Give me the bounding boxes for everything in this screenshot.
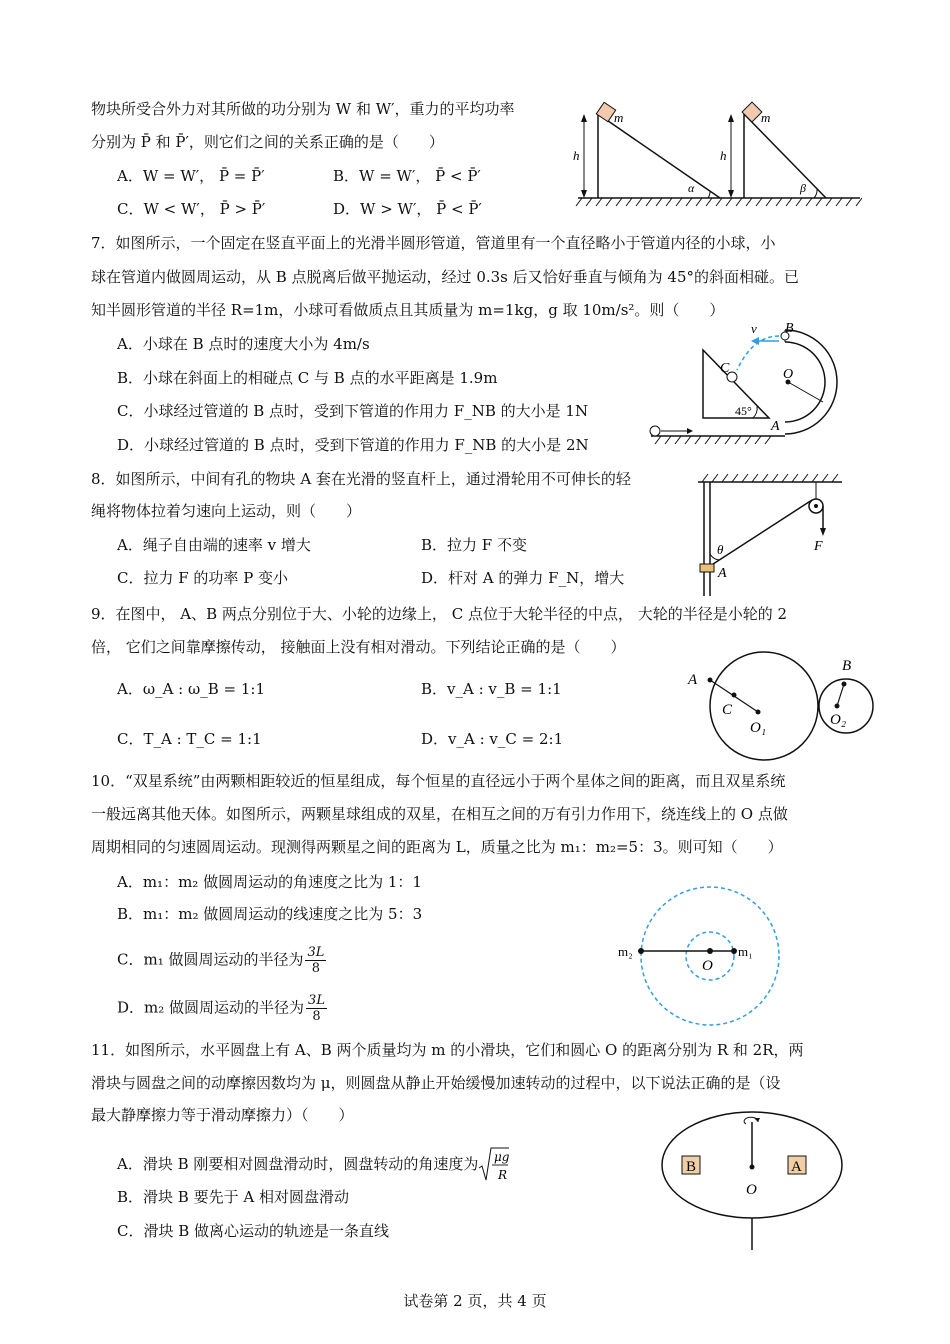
q7-option-b: B．小球在斜面上的相碰点 C 与 B 点的水平距离是 1.9m	[117, 369, 498, 387]
q7-option-d: D．小球经过管道的 B 点时，受到下管道的作用力 F_NB 的大小是 2N	[117, 436, 589, 454]
sqrt-icon	[478, 1146, 510, 1184]
q10-option-c	[117, 945, 326, 976]
q11-line3: 最大静摩擦力等于滑动摩擦力）（ ）	[91, 1106, 354, 1124]
q8-fig-theta: θ	[717, 542, 724, 557]
q10-option-c-fraction	[305, 945, 326, 976]
q8-option-a: A．绳子自由端的速率 v 增大	[117, 536, 311, 554]
q11-option-c: C．滑块 B 做离心运动的轨迹是一条直线	[117, 1222, 390, 1240]
q7-option-c: C．小球经过管道的 B 点时，受到下管道的作用力 F_NB 的大小是 1N	[117, 402, 589, 420]
q10-figure-binary-stars	[612, 874, 782, 1036]
q11-fig-b: B	[686, 1159, 697, 1175]
q11-line1: 11．如图所示，水平圆盘上有 A、B 两个质量均为 m 的小滑块，它们和圆心 O 的距离分别为 R 和 2R，两	[91, 1041, 804, 1059]
q9-fig-o1: O₁	[750, 720, 767, 736]
q7-fig-c: C	[720, 361, 730, 376]
q10-option-d-fraction	[306, 993, 327, 1024]
q7-fig-a: A	[771, 419, 780, 434]
q7-line2: 球在管道内做圆周运动，从 B 点脱离后做平抛运动，经过 0.3s 后又恰好垂直与倾角为 45°的斜面相碰。已	[91, 268, 800, 286]
fraction-denominator: 8	[311, 961, 321, 976]
q7-option-a: A．小球在 B 点时的速度大小为 4m/s	[117, 335, 370, 353]
q10-fig-m1: m₁	[738, 944, 753, 959]
q9-option-b: B．v_A : v_B = 1:1	[421, 680, 562, 698]
fraction-numerator: 3L	[308, 993, 325, 1008]
q8-option-d: D．杆对 A 的弹力 F_N，增大	[421, 569, 625, 587]
q9-line2: 倍， 它们之间靠摩擦传动， 接触面上没有相对滑动。下列结论正确的是（ ）	[91, 638, 626, 656]
q6-fig-beta: β	[800, 181, 806, 195]
q7-fig-b: B	[785, 321, 794, 336]
q8-fig-a: A	[718, 566, 727, 581]
q10-line3: 周期相同的匀速圆周运动。现测得两颗星之间的距离为 L，质量之比为 m₁：m₂=5：3。则可知（ ）	[91, 838, 783, 856]
q11-fig-o: O	[746, 1182, 757, 1198]
q11-fig-a: A	[791, 1159, 802, 1175]
q7-fig-o: O	[783, 367, 794, 382]
q10-option-a: A．m₁：m₂ 做圆周运动的角速度之比为 1：1	[117, 873, 422, 891]
q11-sqrt-num: μg	[494, 1150, 510, 1164]
q9-fig-b: B	[842, 658, 852, 674]
q6-option-a: A．W = W′， P̄ = P̄′	[117, 167, 265, 185]
q10-fig-o: O	[702, 958, 713, 974]
q6-option-c: C．W < W′， P̄ > P̄′	[117, 200, 266, 218]
q11-option-b: B．滑块 B 要先于 A 相对圆盘滑动	[117, 1188, 349, 1206]
fraction-numerator: 3L	[307, 945, 325, 960]
q9-fig-c: C	[722, 702, 733, 718]
q10-line1: 10．“双星系统”由两颗相距较近的恒星组成，每个恒星的直径远小于两个星体之间的距离，而且双星系统	[91, 772, 786, 790]
q10-option-d	[117, 993, 327, 1024]
q10-option-b: B．m₁：m₂ 做圆周运动的线速度之比为 5：3	[117, 905, 423, 923]
q7-line1: 7．如图所示，一个固定在竖直平面上的光滑半圆形管道，管道里有一个直径略小于管道内径的小球，小	[91, 234, 776, 252]
q6-line1: 物块所受合外力对其所做的功分别为 W 和 W′，重力的平均功率	[91, 100, 515, 118]
q6-fig-alpha: α	[688, 181, 695, 195]
q11-sqrt-den: R	[498, 1168, 508, 1182]
q10-line2: 一般远离其他天体。如图所示，两颗星球组成的双星，在相互之间的万有引力作用下，绕连线上的 O 点做	[91, 805, 788, 823]
q7-figure-tube	[645, 320, 855, 445]
q8-fig-f: F	[814, 539, 823, 554]
q10-option-c-text: C．m₁ 做圆周运动的半径为	[117, 950, 304, 969]
q6-fig-h1: h	[573, 148, 580, 163]
page-footer: 试卷第 2 页，共 4 页	[403, 1292, 547, 1310]
q6-line2: 分别为 P̄ 和 P̄′，则它们之间的关系正确的是（ ）	[91, 133, 444, 151]
q8-line2: 绳将物体拉着匀速向上运动，则（ ）	[91, 502, 362, 520]
q9-fig-a: A	[688, 672, 698, 688]
q9-line1: 9．在图中， A、B 两点分别位于大、小轮的边缘上， C 点位于大轮半径的中点， 大轮的半径是小轮的 2	[91, 605, 788, 623]
q7-fig-angle: 45°	[735, 404, 752, 418]
q9-option-c: C．T_A : T_C = 1:1	[117, 730, 262, 748]
q8-line1: 8．如图所示，中间有孔的物块 A 套在光滑的竖直杆上，通过滑轮用不可伸长的轻	[91, 470, 631, 488]
q7-line3: 知半圆形管道的半径 R=1m，小球可看做质点且其质量为 m=1kg，g 取 10m/s²。则（ ）	[91, 301, 725, 319]
q6-fig-m1: m	[614, 110, 624, 125]
q9-figure-wheels	[684, 648, 874, 764]
q9-fig-o2: O₂	[830, 712, 847, 728]
q9-option-a: A．ω_A : ω_B = 1:1	[117, 680, 265, 698]
q8-figure-pulley	[690, 470, 850, 598]
q11-option-a	[117, 1146, 510, 1184]
q11-line2: 滑块与圆盘之间的动摩擦因数均为 μ，则圆盘从静止开始缓慢加速转动的过程中，以下说法正确的是（设	[91, 1074, 781, 1092]
q10-fig-m2: m₂	[618, 944, 633, 959]
q9-option-d: D．v_A : v_C = 2:1	[421, 730, 564, 748]
q6-option-b: B．W = W′， P̄ < P̄′	[333, 167, 481, 185]
q6-fig-h2: h	[720, 148, 727, 163]
q6-option-d: D．W > W′， P̄ < P̄′	[333, 200, 482, 218]
q7-fig-v: v	[751, 321, 757, 336]
q8-option-b: B．拉力 F 不变	[421, 536, 527, 554]
q10-option-d-text: D．m₂ 做圆周运动的半径为	[117, 998, 305, 1017]
q8-option-c: C．拉力 F 的功率 P 变小	[117, 569, 289, 587]
q6-fig-m2: m	[761, 110, 771, 125]
q11-figure-disk	[660, 1110, 850, 1252]
q11-option-a-text: A．滑块 B 刚要相对圆盘滑动时，圆盘转动的角速度为	[117, 1155, 479, 1173]
fraction-denominator: 8	[312, 1009, 321, 1024]
q6-figure-inclines	[568, 100, 864, 212]
